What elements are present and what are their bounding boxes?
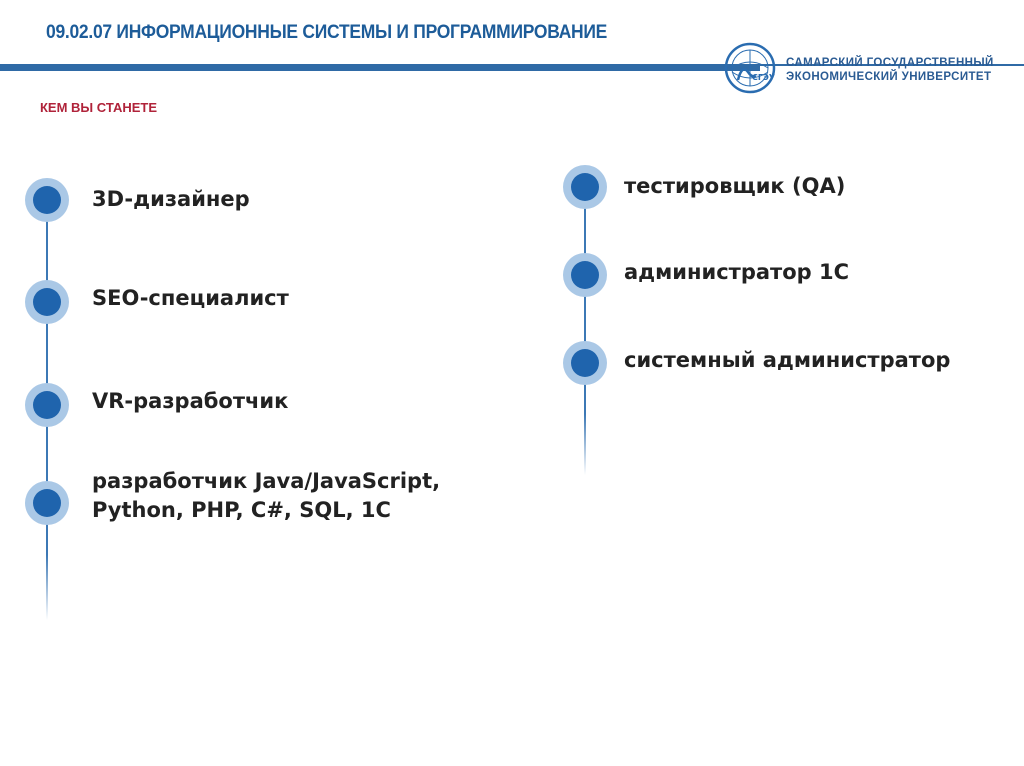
university-name-line1: САМАРСКИЙ ГОСУДАРСТВЕННЫЙ [786,57,994,69]
career-item: разработчик Java/JavaScript, Python, PHP, C#, SQL, 1C [92,469,441,522]
university-name-line2: ЭКОНОМИЧЕСКИЙ УНИВЕРСИТЕТ [786,71,992,83]
timeline-node [25,383,69,427]
timeline-node [563,341,607,385]
career-item: 3D-дизайнер [92,187,250,211]
career-item: тестировщик (QA) [624,174,846,198]
timeline-right [584,170,586,475]
university-logo-icon [724,42,776,94]
timeline-node [563,253,607,297]
career-item: VR-разработчик [92,389,289,413]
section-label: КЕМ ВЫ СТАНЕТЕ [40,100,158,115]
timeline-node [25,178,69,222]
timeline-node [563,165,607,209]
header-divider [0,64,760,71]
career-item: администратор 1С [624,260,850,284]
career-item: системный администратор [624,348,951,372]
page-title: 09.02.07 ИНФОРМАЦИОННЫЕ СИСТЕМЫ И ПРОГРАММИРОВАНИЕ [46,22,608,43]
timeline-node [25,481,69,525]
svg-text:СГЭУ: СГЭУ [752,73,776,82]
timeline-node [25,280,69,324]
career-item: SEO-специалист [92,286,289,310]
university-name [786,56,994,84]
